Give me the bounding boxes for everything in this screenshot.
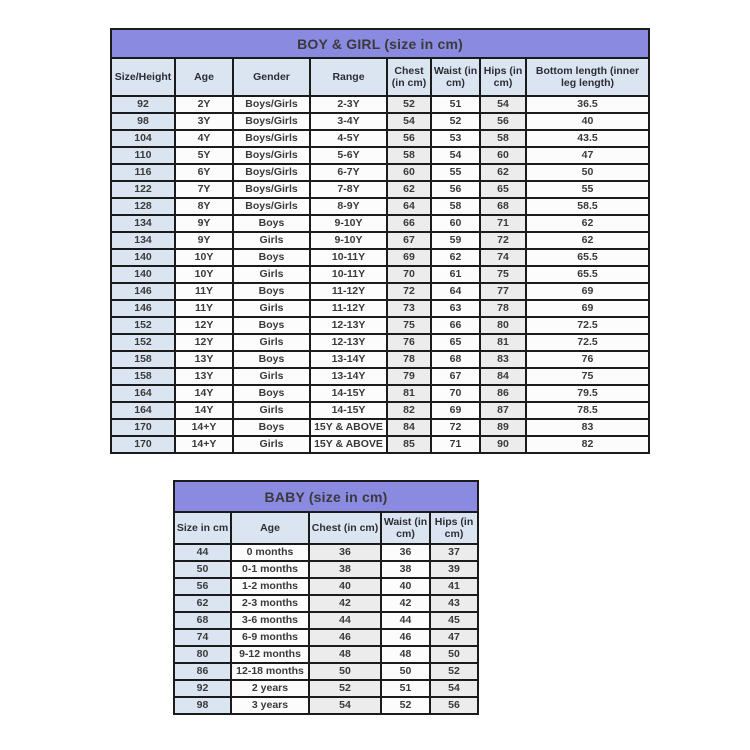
table-cell: 64	[387, 198, 431, 215]
baby-table-title: BABY (size in cm)	[174, 481, 478, 512]
table-cell: 64	[431, 283, 480, 300]
table-row	[111, 317, 649, 334]
table-cell: 12Y	[175, 317, 233, 334]
table-cell: 110	[111, 147, 175, 164]
table-cell: 80	[174, 646, 231, 663]
table-cell: 9Y	[175, 215, 233, 232]
table-cell: 10-11Y	[310, 249, 387, 266]
table-cell: 37	[430, 544, 478, 561]
table-cell: 15Y & ABOVE	[310, 419, 387, 436]
table-cell: 52	[309, 680, 381, 697]
table-cell: Boys	[233, 385, 310, 402]
column-header: Hips (in cm)	[480, 58, 526, 96]
table-cell: 92	[174, 680, 231, 697]
table-cell: Boys/Girls	[233, 113, 310, 130]
table-cell: 12-13Y	[310, 334, 387, 351]
table-cell: Boys	[233, 351, 310, 368]
table-cell: 38	[309, 561, 381, 578]
table-cell: 55	[431, 164, 480, 181]
table-cell: 48	[309, 646, 381, 663]
table-cell: 51	[381, 680, 430, 697]
table-cell: 12Y	[175, 334, 233, 351]
table-cell: 47	[526, 147, 649, 164]
table-cell: Girls	[233, 232, 310, 249]
table-cell: 87	[480, 402, 526, 419]
table-cell: 79	[387, 368, 431, 385]
table-cell: 63	[431, 300, 480, 317]
table-cell: 128	[111, 198, 175, 215]
table-cell: 50	[174, 561, 231, 578]
baby-header-row	[174, 512, 478, 544]
table-cell: Boys/Girls	[233, 130, 310, 147]
table-cell: 53	[431, 130, 480, 147]
table-cell: 74	[480, 249, 526, 266]
table-cell: 54	[480, 96, 526, 113]
table-cell: 43.5	[526, 130, 649, 147]
table-cell: 164	[111, 385, 175, 402]
column-header: Range	[310, 58, 387, 96]
table-cell: 13-14Y	[310, 351, 387, 368]
table-cell: 0 months	[231, 544, 309, 561]
table-cell: 45	[430, 612, 478, 629]
table-cell: 3Y	[175, 113, 233, 130]
table-cell: Boys	[233, 283, 310, 300]
table-cell: 56	[387, 130, 431, 147]
table-cell: 158	[111, 351, 175, 368]
table-cell: 152	[111, 334, 175, 351]
table-cell: 50	[381, 663, 430, 680]
table-cell: 62	[526, 232, 649, 249]
table-cell: 146	[111, 300, 175, 317]
table-cell: 58	[431, 198, 480, 215]
table-row	[174, 561, 478, 578]
table-cell: 75	[480, 266, 526, 283]
table-cell: 14Y	[175, 385, 233, 402]
table-cell: 90	[480, 436, 526, 453]
table-cell: 10-11Y	[310, 266, 387, 283]
table-cell: 54	[430, 680, 478, 697]
table-cell: 75	[387, 317, 431, 334]
table-cell: Boys/Girls	[233, 164, 310, 181]
column-header: Bottom length (inner leg length)	[526, 58, 649, 96]
table-cell: 11Y	[175, 283, 233, 300]
boy-girl-table-title: BOY & GIRL (size in cm)	[111, 29, 649, 58]
table-row	[174, 595, 478, 612]
table-cell: 38	[381, 561, 430, 578]
table-cell: 42	[381, 595, 430, 612]
table-cell: Boys	[233, 317, 310, 334]
table-cell: 134	[111, 215, 175, 232]
table-row	[111, 249, 649, 266]
table-cell: 56	[430, 697, 478, 714]
table-cell: 82	[526, 436, 649, 453]
table-cell: 40	[309, 578, 381, 595]
table-cell: 13Y	[175, 351, 233, 368]
table-cell: 170	[111, 419, 175, 436]
table-cell: 54	[387, 113, 431, 130]
column-header: Age	[175, 58, 233, 96]
table-cell: 62	[431, 249, 480, 266]
table-cell: 47	[430, 629, 478, 646]
table-cell: 7-8Y	[310, 181, 387, 198]
table-row	[111, 164, 649, 181]
table-cell: 50	[309, 663, 381, 680]
table-cell: 134	[111, 232, 175, 249]
table-row	[111, 385, 649, 402]
table-cell: 60	[480, 147, 526, 164]
table-cell: 11-12Y	[310, 300, 387, 317]
table-row	[111, 198, 649, 215]
table-cell: 6Y	[175, 164, 233, 181]
table-cell: 10Y	[175, 249, 233, 266]
table-cell: 116	[111, 164, 175, 181]
table-cell: 13-14Y	[310, 368, 387, 385]
table-row	[111, 419, 649, 436]
table-cell: 61	[431, 266, 480, 283]
table-cell: 42	[309, 595, 381, 612]
table-cell: 52	[381, 697, 430, 714]
table-cell: 6-7Y	[310, 164, 387, 181]
table-cell: 68	[480, 198, 526, 215]
table-cell: 68	[174, 612, 231, 629]
table-cell: 36	[309, 544, 381, 561]
table-cell: 104	[111, 130, 175, 147]
table-cell: 62	[480, 164, 526, 181]
table-cell: 84	[480, 368, 526, 385]
table-cell: 152	[111, 317, 175, 334]
table-cell: 83	[480, 351, 526, 368]
table-cell: 73	[387, 300, 431, 317]
table-cell: 75	[526, 368, 649, 385]
table-row	[111, 181, 649, 198]
table-cell: 140	[111, 266, 175, 283]
table-cell: 70	[431, 385, 480, 402]
table-cell: 3-4Y	[310, 113, 387, 130]
table-cell: 51	[431, 96, 480, 113]
table-cell: 65.5	[526, 249, 649, 266]
column-header: Chest (in cm)	[309, 512, 381, 544]
table-cell: 58.5	[526, 198, 649, 215]
table-cell: 1-2 months	[231, 578, 309, 595]
table-cell: 85	[387, 436, 431, 453]
table-cell: 98	[174, 697, 231, 714]
table-cell: 40	[526, 113, 649, 130]
table-cell: 2Y	[175, 96, 233, 113]
table-cell: 46	[381, 629, 430, 646]
table-cell: 98	[111, 113, 175, 130]
table-row	[111, 368, 649, 385]
table-cell: 14+Y	[175, 419, 233, 436]
table-cell: 69	[526, 283, 649, 300]
table-cell: 146	[111, 283, 175, 300]
table-cell: Boys/Girls	[233, 198, 310, 215]
column-header: Age	[231, 512, 309, 544]
table-cell: 50	[430, 646, 478, 663]
table-cell: 14-15Y	[310, 385, 387, 402]
table-cell: 48	[381, 646, 430, 663]
table-cell: 62	[526, 215, 649, 232]
table-cell: 72.5	[526, 317, 649, 334]
table-cell: 76	[387, 334, 431, 351]
table-cell: 40	[381, 578, 430, 595]
table-cell: Boys	[233, 215, 310, 232]
table-cell: 41	[430, 578, 478, 595]
table-cell: 14+Y	[175, 436, 233, 453]
table-cell: 54	[309, 697, 381, 714]
table-cell: 14-15Y	[310, 402, 387, 419]
table-cell: 122	[111, 181, 175, 198]
table-cell: 12-18 months	[231, 663, 309, 680]
table-cell: 80	[480, 317, 526, 334]
boy-girl-header-row	[111, 58, 649, 96]
table-cell: 58	[387, 147, 431, 164]
table-row	[111, 147, 649, 164]
table-row	[174, 697, 478, 714]
table-cell: 164	[111, 402, 175, 419]
table-cell: 44	[309, 612, 381, 629]
table-cell: 72	[387, 283, 431, 300]
table-cell: 56	[174, 578, 231, 595]
table-cell: 66	[431, 317, 480, 334]
table-cell: 71	[431, 436, 480, 453]
table-cell: 2-3Y	[310, 96, 387, 113]
table-cell: 86	[480, 385, 526, 402]
table-cell: 62	[387, 181, 431, 198]
table-row	[174, 680, 478, 697]
table-row	[174, 578, 478, 595]
column-header: Size in cm	[174, 512, 231, 544]
table-cell: 9-12 months	[231, 646, 309, 663]
table-row	[111, 266, 649, 283]
table-cell: 58	[480, 130, 526, 147]
table-cell: 9Y	[175, 232, 233, 249]
table-cell: 43	[430, 595, 478, 612]
table-row	[111, 436, 649, 453]
table-cell: 81	[480, 334, 526, 351]
table-cell: Boys/Girls	[233, 181, 310, 198]
table-cell: 67	[387, 232, 431, 249]
table-cell: 6-9 months	[231, 629, 309, 646]
table-cell: 83	[526, 419, 649, 436]
table-row	[174, 646, 478, 663]
column-header: Chest (in cm)	[387, 58, 431, 96]
table-cell: 36.5	[526, 96, 649, 113]
table-cell: 44	[174, 544, 231, 561]
table-cell: 69	[387, 249, 431, 266]
table-cell: 77	[480, 283, 526, 300]
table-cell: 2-3 months	[231, 595, 309, 612]
table-cell: 56	[480, 113, 526, 130]
table-cell: 44	[381, 612, 430, 629]
table-cell: 65.5	[526, 266, 649, 283]
column-header: Hips (in cm)	[430, 512, 478, 544]
table-cell: 11-12Y	[310, 283, 387, 300]
column-header: Gender	[233, 58, 310, 96]
table-cell: 69	[431, 402, 480, 419]
table-row	[111, 283, 649, 300]
table-cell: 84	[387, 419, 431, 436]
table-cell: Girls	[233, 334, 310, 351]
boy-girl-size-table	[110, 28, 650, 454]
table-cell: 140	[111, 249, 175, 266]
table-cell: 72	[480, 232, 526, 249]
column-header: Waist (in cm)	[431, 58, 480, 96]
table-cell: 54	[431, 147, 480, 164]
table-row	[111, 113, 649, 130]
table-cell: 67	[431, 368, 480, 385]
boy-girl-title-row	[111, 29, 649, 58]
table-cell: 13Y	[175, 368, 233, 385]
table-cell: 7Y	[175, 181, 233, 198]
table-cell: 78	[387, 351, 431, 368]
table-row	[174, 663, 478, 680]
table-row	[174, 629, 478, 646]
table-cell: 0-1 months	[231, 561, 309, 578]
table-cell: 70	[387, 266, 431, 283]
table-cell: 5Y	[175, 147, 233, 164]
table-row	[174, 544, 478, 561]
table-row	[174, 612, 478, 629]
table-cell: 65	[431, 334, 480, 351]
table-cell: 12-13Y	[310, 317, 387, 334]
table-cell: 11Y	[175, 300, 233, 317]
table-cell: 8Y	[175, 198, 233, 215]
table-cell: 55	[526, 181, 649, 198]
table-row	[111, 215, 649, 232]
table-cell: 60	[431, 215, 480, 232]
table-cell: 69	[526, 300, 649, 317]
table-cell: Girls	[233, 368, 310, 385]
table-cell: 72	[431, 419, 480, 436]
table-cell: 81	[387, 385, 431, 402]
table-cell: 56	[431, 181, 480, 198]
table-cell: Girls	[233, 436, 310, 453]
table-cell: 36	[381, 544, 430, 561]
table-cell: 170	[111, 436, 175, 453]
table-cell: 9-10Y	[310, 232, 387, 249]
table-cell: 3 years	[231, 697, 309, 714]
table-cell: Boys/Girls	[233, 147, 310, 164]
table-cell: 14Y	[175, 402, 233, 419]
table-cell: 78.5	[526, 402, 649, 419]
table-cell: 74	[174, 629, 231, 646]
table-cell: 65	[480, 181, 526, 198]
table-row	[111, 232, 649, 249]
baby-size-table	[173, 480, 479, 715]
table-cell: 9-10Y	[310, 215, 387, 232]
table-cell: 4-5Y	[310, 130, 387, 147]
table-cell: 79.5	[526, 385, 649, 402]
table-row	[111, 351, 649, 368]
table-cell: 15Y & ABOVE	[310, 436, 387, 453]
table-cell: 60	[387, 164, 431, 181]
table-cell: 3-6 months	[231, 612, 309, 629]
table-cell: 52	[431, 113, 480, 130]
table-cell: Girls	[233, 300, 310, 317]
table-row	[111, 300, 649, 317]
table-cell: 78	[480, 300, 526, 317]
baby-title-row	[174, 481, 478, 512]
table-cell: 89	[480, 419, 526, 436]
table-row	[111, 334, 649, 351]
table-row	[111, 96, 649, 113]
table-cell: 10Y	[175, 266, 233, 283]
table-row	[111, 130, 649, 147]
table-cell: Girls	[233, 402, 310, 419]
table-cell: 76	[526, 351, 649, 368]
table-cell: 86	[174, 663, 231, 680]
table-cell: Boys/Girls	[233, 96, 310, 113]
column-header: Size/Height	[111, 58, 175, 96]
table-row	[111, 402, 649, 419]
table-cell: Girls	[233, 266, 310, 283]
table-cell: 158	[111, 368, 175, 385]
table-cell: 5-6Y	[310, 147, 387, 164]
table-cell: 46	[309, 629, 381, 646]
table-cell: 66	[387, 215, 431, 232]
table-cell: 62	[174, 595, 231, 612]
table-cell: 72.5	[526, 334, 649, 351]
table-cell: Boys	[233, 249, 310, 266]
table-cell: 59	[431, 232, 480, 249]
table-cell: 92	[111, 96, 175, 113]
table-cell: 71	[480, 215, 526, 232]
table-cell: 8-9Y	[310, 198, 387, 215]
table-cell: Boys	[233, 419, 310, 436]
table-cell: 82	[387, 402, 431, 419]
table-cell: 52	[387, 96, 431, 113]
table-cell: 50	[526, 164, 649, 181]
table-cell: 4Y	[175, 130, 233, 147]
table-cell: 68	[431, 351, 480, 368]
table-cell: 39	[430, 561, 478, 578]
table-cell: 2 years	[231, 680, 309, 697]
column-header: Waist (in cm)	[381, 512, 430, 544]
table-cell: 52	[430, 663, 478, 680]
